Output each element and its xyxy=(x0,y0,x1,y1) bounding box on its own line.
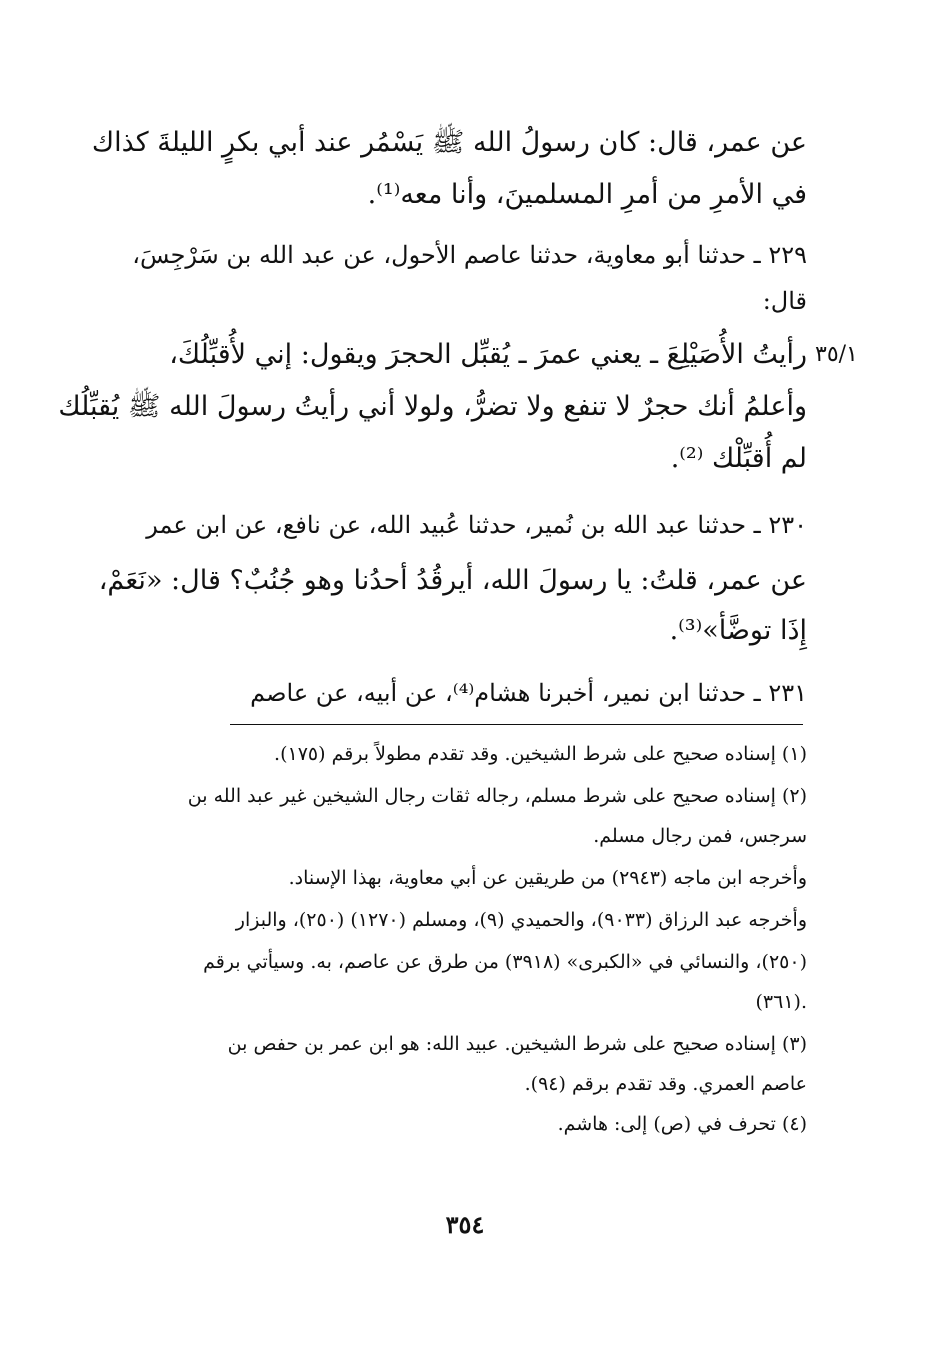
footnote-2-line5: (٢٥٠)، والنسائي في «الكبرى» (٣٩١٨) من طرق عن عاصم، به. وسيأتي برقم xyxy=(203,951,807,973)
footnote-2-line3: وأخرجه ابن ماجه (٢٩٤٣) من طريقين عن أبي معاوية، بهذا الإسناد. xyxy=(288,867,807,889)
hadith229-line2: قال: xyxy=(762,287,807,315)
footnote-separator xyxy=(230,724,803,725)
page-number: ٣٥٤ xyxy=(445,1210,485,1239)
footnote-3-line2: عاصم العمري. وقد تقدم برقم (٩٤). xyxy=(524,1073,807,1095)
margin-reference: ٣٥/١ xyxy=(815,342,858,367)
footnote-4: (٤) تحرف في (ص) إلى: هاشم. xyxy=(557,1113,807,1135)
paragraph1-line2: في الأمرِ من أمرِ المسلمينَ، وأنا معه⁽¹⁾. xyxy=(367,179,807,210)
footnote-1: (١) إسناده صحيح على شرط الشيخين. وقد تقدم مطولاً برقم (١٧٥). xyxy=(274,743,807,765)
paragraph2-line1: رأيتُ الأُصَيْلِعَ ـ يعني عمرَ ـ يُقبِّل الحجرَ ويقول: إني لأُقبِّلُكَ، xyxy=(169,339,807,370)
hadith229-line1: ٢٢٩ ـ حدثنا أبو معاوية، حدثنا عاصم الأحول، عن عبد الله بن سَرْجِسَ، xyxy=(132,241,807,269)
footnote-2-line4: وأخرجه عبد الرزاق (٩٠٣٣)، والحميدي (٩)، ومسلم (١٢٧٠) (٢٥٠)، والبزار xyxy=(235,909,807,931)
footnote-2-line6: (٣٦١). xyxy=(755,991,807,1013)
hadith230-line2: عن عمر، قلتُ: يا رسولَ الله، أيرقُدُ أحدُنا وهو جُنُبٌ؟ قال: «نَعَمْ، xyxy=(98,565,807,596)
hadith230-line1: ٢٣٠ ـ حدثنا عبد الله بن نُمير، حدثنا عُبيد الله، عن نافع، عن ابن عمر xyxy=(146,511,807,539)
paragraph1-line1: عن عمر، قال: كان رسولُ الله ﷺ يَسْمُر عند أبي بكرٍ الليلةَ كذاك xyxy=(91,127,807,158)
paragraph2-line2: وأعلمُ أنك حجرٌ لا تنفع ولا تضرُّ، ولولا أني رأيتُ رسولَ الله ﷺ يُقبِّلُك xyxy=(58,391,807,422)
hadith230-line3: إِذَا توضَّأ»⁽³⁾. xyxy=(669,615,807,646)
paragraph2-line3: لم أُقبِّلْك ⁽²⁾. xyxy=(670,443,807,474)
hadith231-line1: ٢٣١ ـ حدثنا ابن نمير، أخبرنا هشام⁽⁴⁾، عن أبيه، عن عاصم xyxy=(250,679,807,707)
footnote-3-line1: (٣) إسناده صحيح على شرط الشيخين. عبيد الله: هو ابن عمر بن حفص بن xyxy=(227,1033,807,1055)
footnote-2-line1: (٢) إسناده صحيح على شرط مسلم، رجاله ثقات رجال الشيخين غير عبد الله بن xyxy=(187,785,807,807)
footnote-2-line2: سرجس، فمن رجال مسلم. xyxy=(593,825,807,847)
